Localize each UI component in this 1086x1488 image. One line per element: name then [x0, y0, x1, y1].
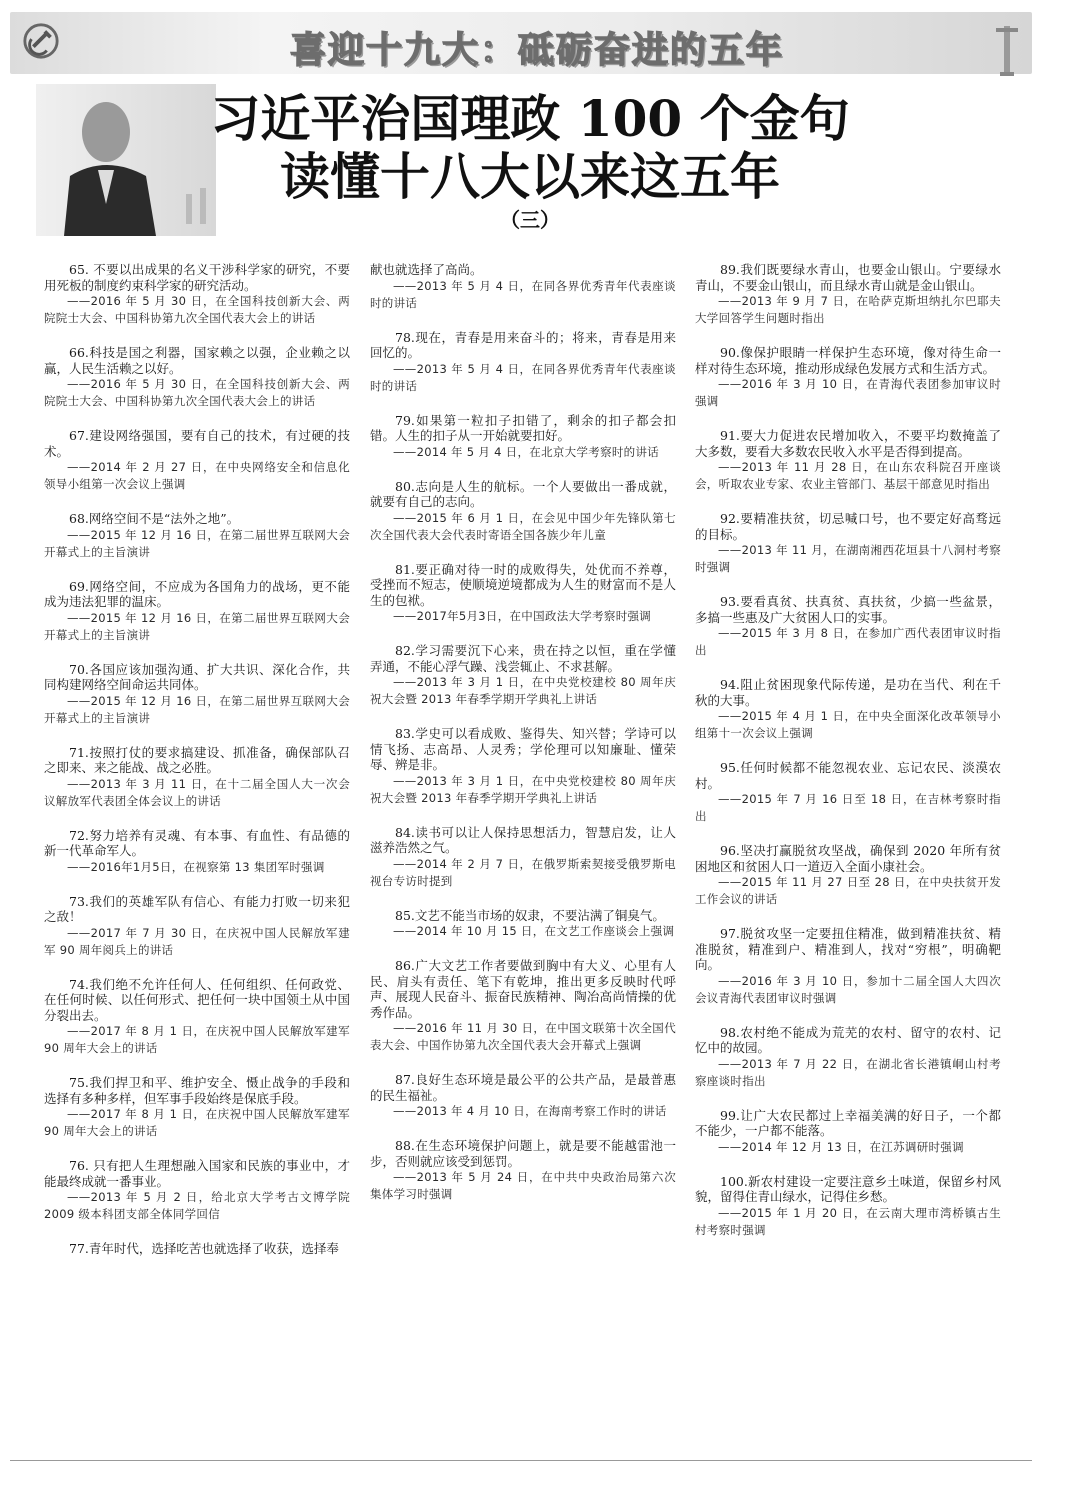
- column-1: [44, 262, 350, 1275]
- banner-title: 喜迎十九大：砥砺奋进的五年: [290, 30, 785, 71]
- quote-text: 93.要看真贫、扶真贫、真扶贫，少搞一些盆景，多搞一些惠及广大贫困人口的实事。: [695, 594, 1001, 625]
- quote-source: ——2014 年 10 月 15 日，在文艺工作座谈会上强调: [393, 924, 675, 938]
- quote-source: ——2016 年 5 月 30 日，在全国科技创新大会、两院院士大会、中国科协第九次全国代表大会上的讲话: [44, 377, 350, 408]
- quote-item: [370, 908, 676, 941]
- quote-source: ——2013 年 5 月 4 日，在同各界优秀青年代表座谈时的讲话: [370, 361, 676, 393]
- quote-source: ——2013 年 7 月 22 日，在湖北省长港镇峒山村考察座谈时指出: [695, 1056, 1001, 1088]
- quote-text: 76. 只有把人生理想融入国家和民族的事业中，才能最终成就一番事业。: [44, 1158, 350, 1189]
- column-2: [370, 262, 676, 1221]
- quote-text: 74.我们绝不允许任何人、任何组织、任何政党、在任何时候、以任何形式、把任何一块中国领土从中国分裂出去。: [44, 976, 350, 1023]
- quote-text: 90.像保护眼睛一样保护生态环境，像对待生命一样对待生态环境，推动形成绿色发展方式和生活方式。: [695, 345, 1001, 376]
- quote-text: 81.要正确对待一时的成败得失，处优而不养尊，受挫而不短志，使顺境逆境都成为人生的财富而不是人生的包袱。: [370, 561, 676, 608]
- headline-line2: 读懂十八大以来这五年: [280, 147, 780, 206]
- quote-text: 80.志向是人生的航标。一个人要做出一番成就，就要有自己的志向。: [370, 478, 676, 509]
- quote-text: 66.科技是国之利器，国家赖之以强，企业赖之以赢，人民生活赖之以好。: [44, 345, 350, 376]
- quote-text: 71.按照打仗的要求搞建设、抓准备，确保部队召之即来、来之能战、战之必胜。: [44, 744, 350, 775]
- quote-item: [695, 428, 1001, 493]
- headline-line1: 习近平治国理政 100 个金句: [210, 89, 850, 148]
- quote-text: 79.如果第一粒扣子扣错了，剩余的扣子都会扣错。人生的扣子从一开始就要扣好。: [370, 412, 676, 443]
- quote-source: ——2016 年 3 月 10 日，在青海代表团参加审议时强调: [695, 377, 1001, 408]
- quote-source: ——2013 年 5 月 4 日，在同各界优秀青年代表座谈时的讲话: [370, 278, 676, 310]
- quote-item: [44, 511, 350, 561]
- quote-source: ——2013 年 5 月 24 日，在中共中央政治局第六次集体学习时强调: [370, 1170, 676, 1201]
- quote-text: 84.读书可以让人保持思想活力，智慧启发，让人滋养浩然之气。: [370, 824, 676, 855]
- quote-item: [44, 828, 350, 876]
- headline-part: （三）: [500, 208, 560, 232]
- quote-item: [44, 1241, 350, 1257]
- quote-source: ——2013 年 3 月 11 日，在十二届全国人大一次会议解放军代表团全体会议上的讲话: [44, 776, 350, 808]
- quote-source: ——2015 年 4 月 1 日，在中央全面深化改革领导小组第十一次会议上强调: [695, 709, 1001, 740]
- footer-rule: [10, 1460, 1032, 1461]
- quote-text: 100.新农村建设一定要注意乡土味道，保留乡村风貌，留得住青山绿水，记得住乡愁。: [695, 1173, 1001, 1204]
- quote-text: 88.在生态环境保护问题上，就是要不能越雷池一步，否则就应该受到惩罚。: [370, 1138, 676, 1169]
- quote-item: [370, 726, 676, 807]
- quote-item: [370, 1072, 676, 1120]
- quote-item: [44, 579, 350, 644]
- quote-text: 92.要精准扶贫，切忌喊口号，也不要定好高骛远的目标。: [695, 511, 1001, 542]
- quote-source: ——2015 年 12 月 16 日，在第二届世界互联网大会开幕式上的主旨演讲: [44, 527, 350, 559]
- quote-item: [370, 643, 676, 708]
- quote-source: ——2016 年 3 月 10 日，参加十二届全国人大四次会议青海代表团审议时强调: [695, 973, 1001, 1005]
- quote-text: 75.我们捍卫和平、维护安全、慑止战争的手段和选择有多种多样，但军事手段始终是保底手段。: [44, 1075, 350, 1106]
- portrait-photo: [36, 84, 216, 236]
- quote-text: 73.我们的英雄军队有信心、有能力打败一切来犯之敌！: [44, 893, 350, 924]
- quote-source: ——2013 年 4 月 10 日，在海南考察工作时的讲话: [393, 1104, 667, 1118]
- quote-source: ——2014 年 5 月 4 日，在北京大学考察时的讲话: [393, 444, 660, 459]
- quote-text: 98.农村绝不能成为荒芜的农村、留守的农村、记忆中的故园。: [695, 1024, 1001, 1055]
- headline: [200, 90, 860, 232]
- quote-item: [370, 958, 676, 1054]
- quote-source: ——2013 年 9 月 7 日，在哈萨克斯坦纳扎尔巴耶夫大学回答学生问题时指出: [695, 294, 1001, 325]
- quote-item: [695, 594, 1001, 659]
- quote-text: 67.建设网络强国，要有自己的技术，有过硬的技术。: [44, 428, 350, 459]
- quote-source: ——2013 年 5 月 2 日，给北京大学考古文博学院 2009 级本科团支部全体同学回信: [44, 1190, 350, 1221]
- quote-item: [44, 894, 350, 959]
- quote-text: 89.我们既要绿水青山，也要金山银山。宁要绿水青山，不要金山银山，而且绿水青山就是金山银山。: [695, 262, 1001, 293]
- quote-item: [695, 926, 1001, 1007]
- quote-source: ——2015 年 12 月 16 日，在第二届世界互联网大会开幕式上的主旨演讲: [44, 610, 350, 642]
- quote-text: 94.阻止贫困现象代际传递，是功在当代、利在千秋的大事。: [695, 677, 1001, 708]
- quote-continuation: [370, 262, 676, 312]
- quote-item: [44, 745, 350, 810]
- quote-item: [370, 562, 676, 626]
- party-emblem-icon: [22, 22, 60, 60]
- quote-source: ——2015 年 11 月 27 日至 28 日，在中央扶贫开发工作会议的讲话: [695, 875, 1001, 906]
- quote-item: [695, 1025, 1001, 1090]
- quote-item: [370, 330, 676, 395]
- quote-text: 65. 不要以出成果的名义干涉科学家的研究，不要用死板的制度约束科学家的研究活动。: [44, 262, 350, 293]
- quote-item: [695, 262, 1001, 327]
- quote-text: 69.网络空间，不应成为各国角力的战场，更不能成为违法犯罪的温床。: [44, 578, 350, 609]
- quote-item: [695, 345, 1001, 410]
- quote-text: 70.各国应该加强沟通、扩大共识、深化合作，共同构建网络空间命运共同体。: [44, 661, 350, 692]
- quote-item: [370, 1138, 676, 1203]
- quote-item: [370, 479, 676, 544]
- quote-item: [44, 662, 350, 727]
- quote-text: 91.要大力促进农民增加收入，不要平均数掩盖了大多数，要看大多数农民收入水平是否得到提高。: [695, 428, 1001, 459]
- quote-item: [370, 825, 676, 890]
- quote-source: ——2016 年 5 月 30 日，在全国科技创新大会、两院院士大会、中国科协第九次全国代表大会上的讲话: [44, 294, 350, 325]
- quote-item: [695, 843, 1001, 908]
- quote-source: ——2017年5月3日，在中国政法大学考察时强调: [393, 609, 652, 623]
- quote-text: 85.文艺不能当市场的奴隶，不要沾满了铜臭气。: [395, 907, 665, 923]
- quote-text: 83.学史可以看成败、鉴得失、知兴替；学诗可以情飞扬、志高昂、人灵秀；学伦理可以知廉耻、懂荣辱、辨是非。: [370, 726, 676, 772]
- quote-item: [695, 1108, 1001, 1156]
- quote-item: [370, 413, 676, 461]
- quote-item: [695, 1174, 1001, 1239]
- quote-text: 95.任何时候都不能忽视农业、忘记农民、淡漠农村。: [695, 760, 1001, 791]
- quote-source: ——2013 年 3 月 1 日，在中央党校建校 80 周年庆祝大会暨 2013 年春季学期开学典礼上讲话: [370, 773, 676, 805]
- quote-item: [44, 1158, 350, 1223]
- quote-source: ——2013 年 11 月，在湖南湘西花垣县十八洞村考察时强调: [695, 543, 1001, 574]
- quote-text: 68.网络空间不是“法外之地”。: [69, 511, 240, 526]
- quote-source: ——2015 年 6 月 1 日，在会见中国少年先锋队第七次全国代表大会代表时寄语全国各族少年儿童: [370, 510, 676, 542]
- quote-text: 82.学习需要沉下心来，贵在持之以恒，重在学懂弄通，不能心浮气躁、浅尝辄止、不求甚解。: [370, 643, 676, 674]
- quote-source: ——2014 年 2 月 27 日，在中央网络安全和信息化领导小组第一次会议上强调: [44, 460, 350, 491]
- quote-source: ——2017 年 8 月 1 日，在庆祝中国人民解放军建军 90 周年大会上的讲话: [44, 1024, 350, 1055]
- continuation-text: 献也就选择了高尚。: [370, 262, 483, 277]
- quote-source: ——2015 年 1 月 20 日，在云南大理市湾桥镇古生村考察时强调: [695, 1205, 1001, 1237]
- quote-source: ——2015 年 12 月 16 日，在第二届世界互联网大会开幕式上的主旨演讲: [44, 693, 350, 725]
- quote-item: [695, 677, 1001, 742]
- quote-item: [44, 428, 350, 493]
- quote-text: 86.广大文艺工作者要做到胸中有大义、心里有人民、肩头有责任、笔下有乾坤，推出更多反映时代呼声、展现人民奋斗、振奋民族精神、陶冶高尚情操的优秀作品。: [370, 958, 676, 1020]
- quote-source: ——2015 年 3 月 8 日，在参加广西代表团审议时指出: [695, 626, 1001, 657]
- quote-text: 78.现在，青春是用来奋斗的；将来，青春是用来回忆的。: [370, 329, 676, 360]
- quote-source: ——2013 年 11 月 28 日，在山东农科院召开座谈会，听取农业专家、农业主管部门、基层干部意见时指出: [695, 460, 1001, 491]
- quote-text: 99.让广大农民都过上幸福美满的好日子，一个都不能少，一户都不能落。: [695, 1107, 1001, 1138]
- quote-item: [44, 977, 350, 1058]
- quote-text: 72.努力培养有灵魂、有本事、有血性、有品德的新一代革命军人。: [44, 827, 350, 858]
- quote-source: ——2014 年 12 月 13 日，在江苏调研时强调: [718, 1139, 964, 1154]
- quote-text: 97.脱贫攻坚一定要扭住精准，做到精准扶贫、精准脱贫，精准到户、精准到人，找对“穷根”，明确靶向。: [695, 926, 1001, 972]
- quote-source: ——2017 年 7 月 30 日，在庆祝中国人民解放军建军 90 周年阅兵上的讲话: [44, 925, 350, 957]
- quote-item: [695, 760, 1001, 825]
- quote-item: [44, 345, 350, 410]
- quote-source: ——2016年1月5日，在视察第 13 集团军时强调: [67, 859, 325, 874]
- quote-source: ——2013 年 3 月 1 日，在中央党校建校 80 周年庆祝大会暨 2013 年春季学期开学典礼上讲话: [370, 675, 676, 706]
- quote-item: [695, 511, 1001, 576]
- quote-source: ——2017 年 8 月 1 日，在庆祝中国人民解放军建军 90 周年大会上的讲话: [44, 1107, 350, 1138]
- quote-text: 77.青年时代，选择吃苦也就选择了收获，选择奉: [69, 1241, 339, 1256]
- quote-item: [44, 1075, 350, 1140]
- column-3: [695, 262, 1001, 1257]
- quote-source: ——2016 年 11 月 30 日，在中国文联第十次全国代表大会、中国作协第九次全国代表大会开幕式上强调: [370, 1021, 676, 1052]
- quote-item: [44, 262, 350, 327]
- quote-source: ——2014 年 2 月 7 日，在俄罗斯索契接受俄罗斯电视台专访时提到: [370, 856, 676, 888]
- huabiao-pillar-icon: [992, 18, 1022, 78]
- quote-text: 87.良好生态环境是最公平的公共产品，是最普惠的民生福祉。: [370, 1072, 676, 1103]
- quote-text: 96.坚决打赢脱贫攻坚战，确保到 2020 年所有贫困地区和贫困人口一道迈入全面小康社会。: [695, 843, 1001, 874]
- quote-source: ——2015 年 7 月 16 日至 18 日，在吉林考察时指出: [695, 792, 1001, 823]
